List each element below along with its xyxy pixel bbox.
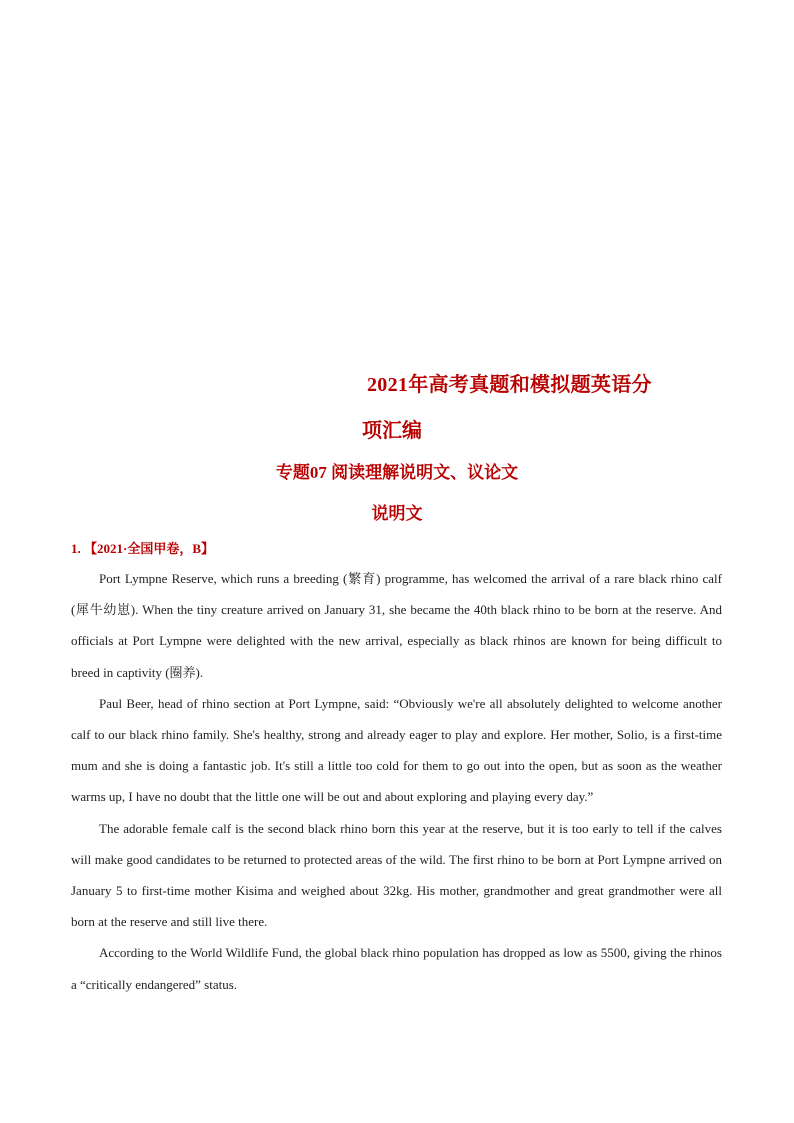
section-heading: 说明文 — [371, 504, 423, 523]
topic-subtitle: 专题07 阅读理解说明文、议论文 — [275, 463, 519, 482]
paragraph: According to the World Wildlife Fund, the global black rhino population has dropped as low as 5500, giving the rhinos a “critically endangered” status. — [71, 945, 722, 992]
paragraph: Port Lympne Reserve, which runs a breeding (繁育) programme, has welcomed the arrival of a rare black rhino calf (犀牛幼崽). When the tiny creature arrived on January 31, she became the 40th black rhino to be born at the reserve. And officials at Port Lympne were delighted with the new arrival, especially as black rhinos are known for being difficult to breed in captivity (圈养). — [71, 571, 722, 680]
document-title-line2: 项汇编 — [362, 420, 422, 442]
document-title-line1: 2021年高考真题和模拟题英语分 — [367, 374, 652, 396]
reading-passage — [71, 563, 722, 1000]
paragraph: The adorable female calf is the second black rhino born this year at the reserve, but it is too early to tell if the calves will make good candidates to be returned to protected areas of the wild. The first rhino to be born at Port Lympne arrived on January 5 to first-time mother Kisima and weighed about 32kg. His mother, grandmother and great grandmother were all born at the reserve and still live there. — [71, 820, 722, 930]
question-label: 1. 【2021·全国甲卷，B】 — [71, 541, 215, 556]
paragraph: Paul Beer, head of rhino section at Port Lympne, said: “Obviously we're all absolutely delighted to welcome another calf to our black rhino family. She's healthy, strong and already eager to play and explore. Her mother, Solio, is a first-time mum and she is doing a fantastic job. It's still a little too cold for them to go out into the open, but as soon as the weather warms up, I have no doubt that the little one will be out and about exploring and playing every day.” — [71, 695, 722, 805]
